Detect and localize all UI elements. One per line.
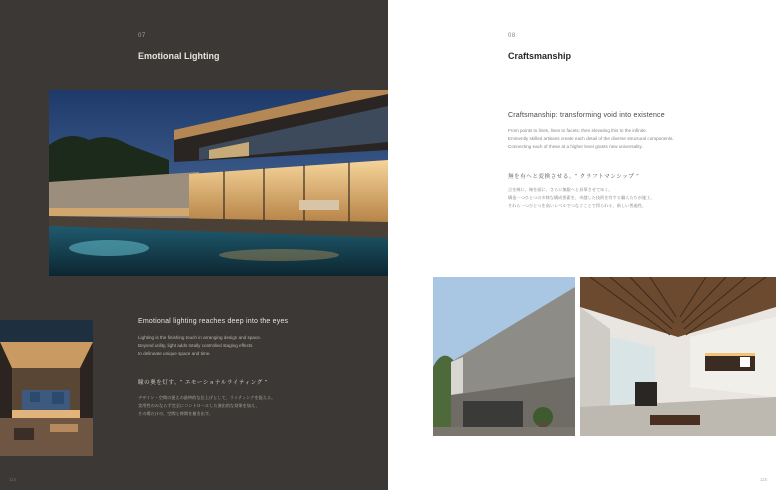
section-number: 08	[508, 33, 516, 39]
wood-ceiling-interior-photo	[580, 277, 776, 436]
left-paragraph: Lighting is the finishing touch in arranging design and space. Beyond utility, light adds totally controlled staging effects to delineate unique space and time.	[138, 335, 262, 356]
left-jp-paragraph: デザイン・空間の捉えの最終的な仕上げとして、ライティングを捉える。 実用性のみならず完全にコントロールした演出的な効果を加え、 その場だけの、空間と時間を描き出す。	[138, 395, 276, 416]
right-paragraph: From points to lines, lines to facets, then elevating this to the infinite. Eminently skilled artisans create each detail of the diverse structural components. Connecting each of these at a higher level grants new universality.	[508, 128, 674, 149]
section-title: Craftsmanship	[508, 51, 572, 61]
left-jp-title: 瞳の奥を灯す。" エモーショナルライティング "	[138, 380, 268, 386]
interior-photo	[0, 320, 93, 456]
right-page	[388, 0, 776, 490]
concrete-exterior-photo	[433, 277, 575, 436]
house-pool-photo	[49, 90, 388, 276]
section-title: Emotional Lighting	[138, 51, 220, 61]
right-heading: Craftsmanship: transforming void into existence	[508, 112, 665, 119]
page-number: 115	[759, 477, 767, 482]
right-jp-paragraph: 点を線に、線を面に、さらに無限へと昇華させてゆく。 構造一つひとつの多様な構成要素を、卓越した技術を有する職人たちが施工。 それら一つひとつを高いレベルでつなぐことで得られる、新しい普遍性。	[508, 187, 655, 208]
right-jp-title: 無を有へと変換させる。" クラフトマンシップ "	[508, 174, 640, 180]
left-heading: Emotional lighting reaches deep into the eyes	[138, 318, 289, 325]
page-number: 114	[9, 477, 17, 482]
section-number: 07	[138, 33, 146, 39]
